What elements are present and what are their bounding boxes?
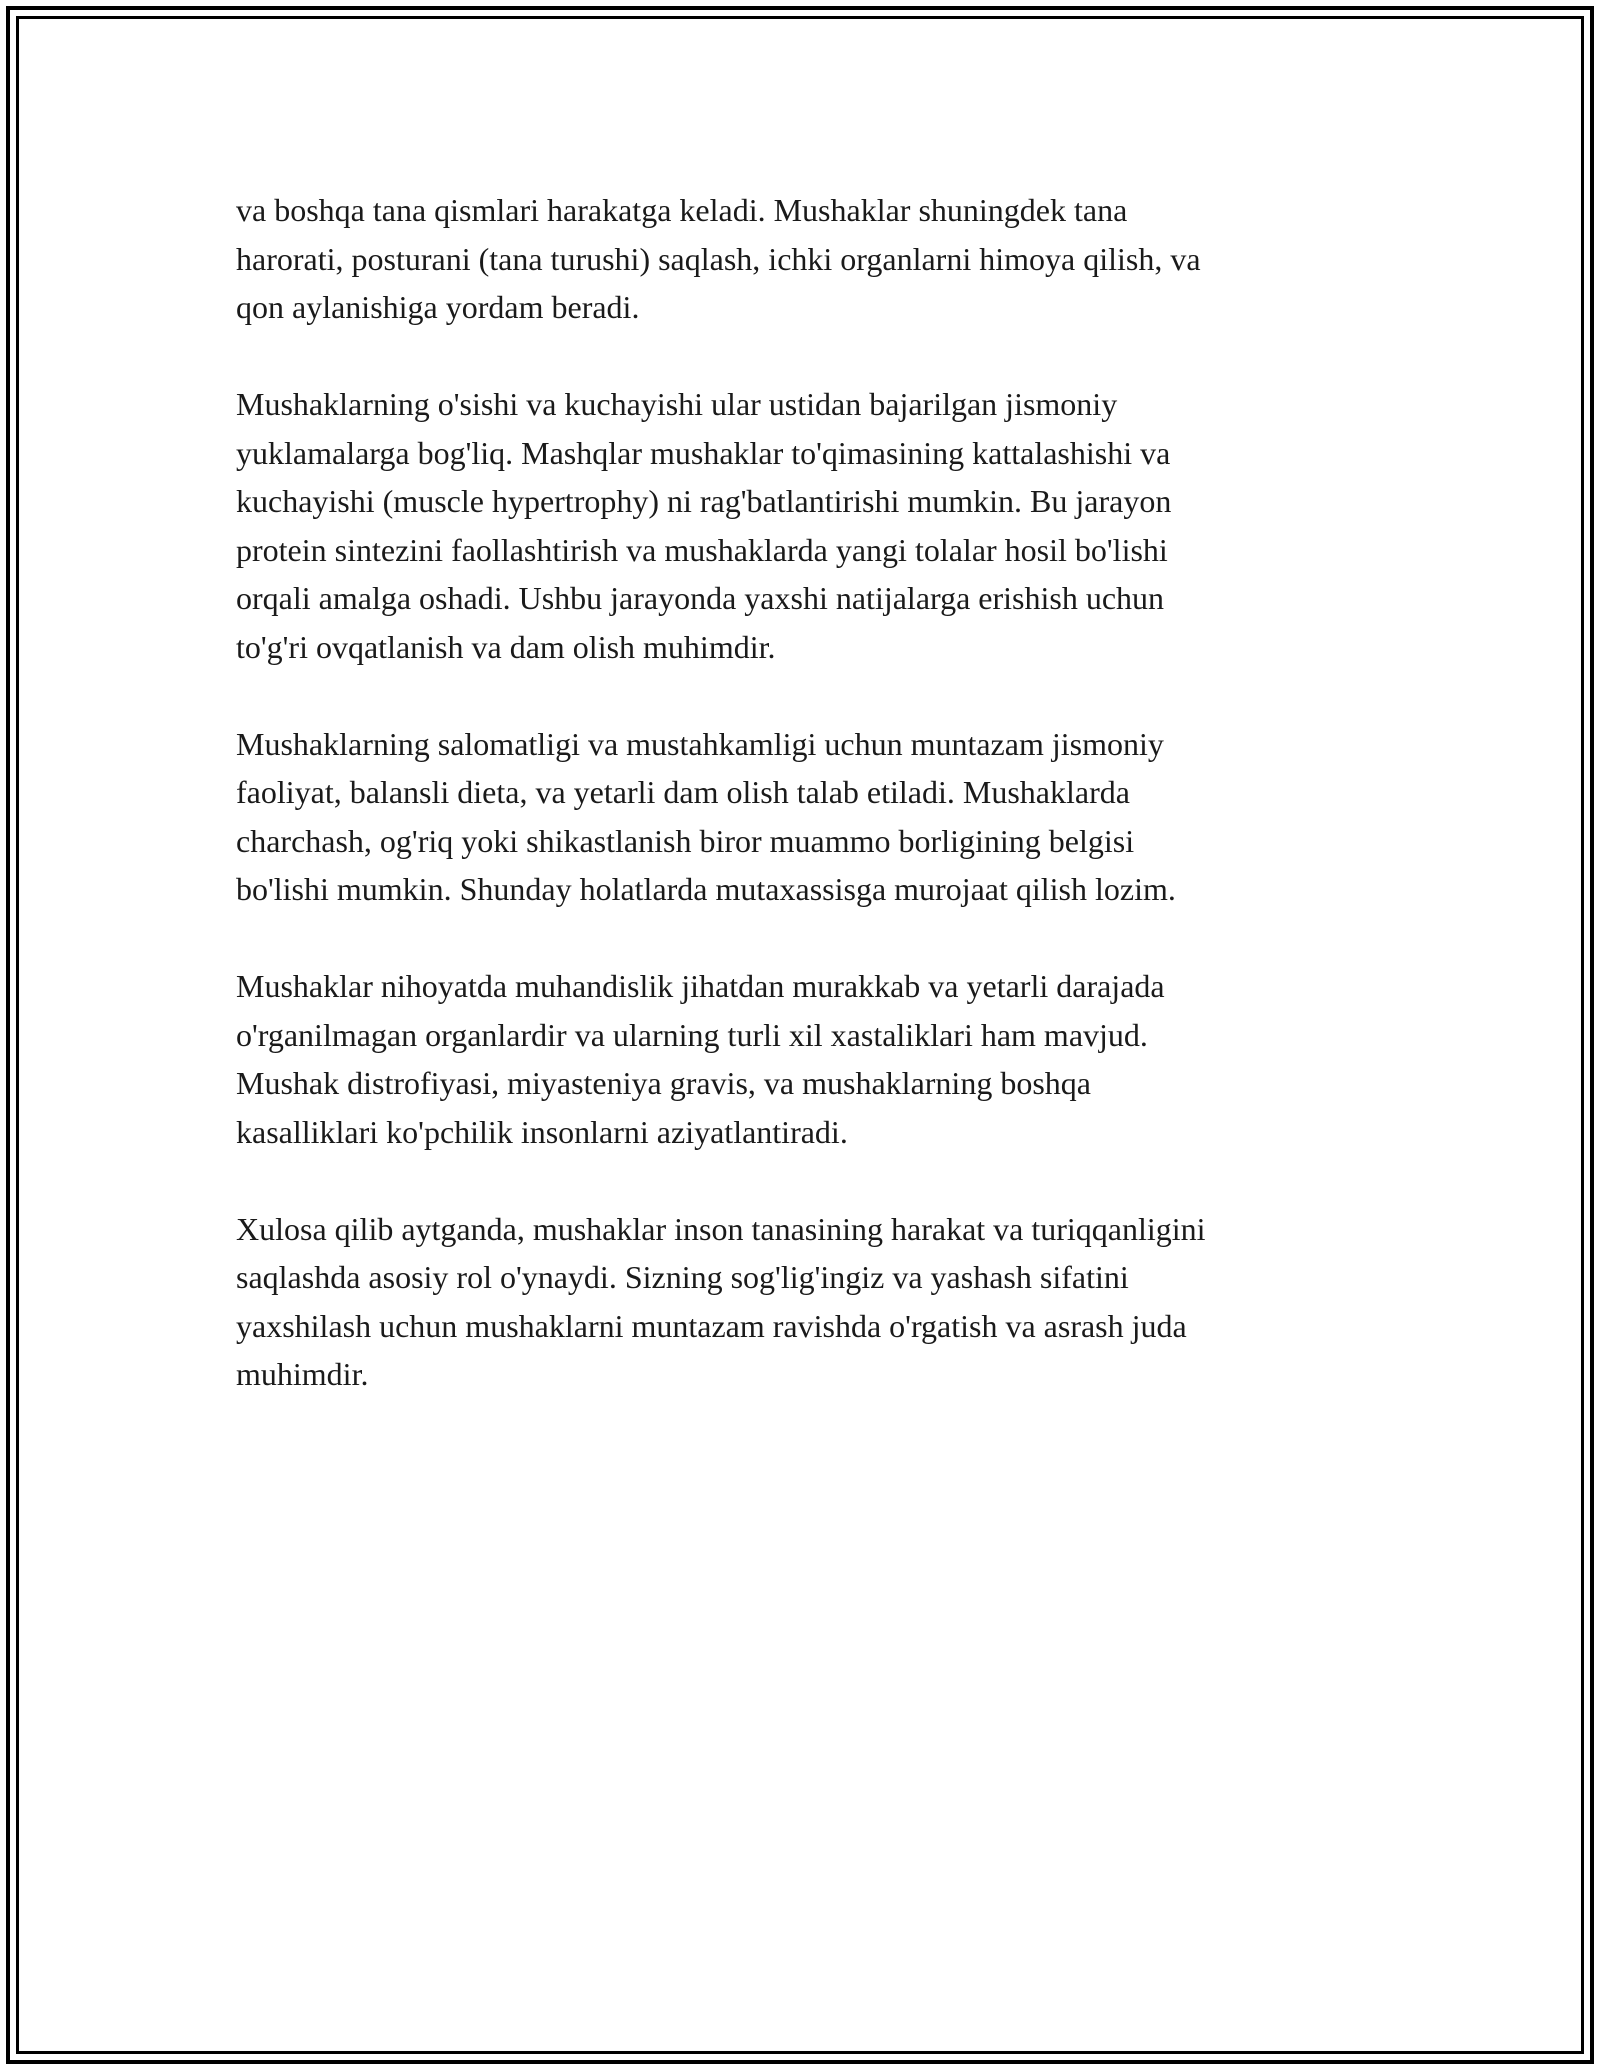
document-body xyxy=(236,186,1366,1447)
paragraph-conclusion: Xulosa qilib aytganda, mushaklar inson tanasining harakat va turiqqanligini saqlashda asosiy rol o'ynaydi. Sizning sog'lig'ingiz va yashash sifatini yaxshilash uchun mushaklarni muntazam ravishda o'rgatish va asrash juda muhimdir. xyxy=(236,1210,1206,1392)
paragraph-muscle-diseases: Mushaklar nihoyatda muhandislik jihatdan murakkab va yetarli darajada o'rganilmagan organlardir va ularning turli xil xastaliklari ham mavjud. Mushak distrofiyasi, miyasteniya gravis, va mushaklarning boshqa kasalliklari ko'pchilik insonlarni aziyatlantiradi. xyxy=(236,968,1165,1150)
paragraph-muscle-health: Mushaklarning salomatligi va mustahkamligi uchun muntazam jismoniy faoliyat, balansli dieta, va yetarli dam olish talab etiladi. Mushaklarda charchash, og'riq yoki shikastlanish biror muammo borligining belgisi bo'lishi mumkin. Shunday holatlarda mutaxassisga murojaat qilish lozim. xyxy=(236,725,1176,907)
paragraph-continuation: va boshqa tana qismlari harakatga keladi. Mushaklar shuningdek tana harorati, posturani (tana turushi) saqlash, ichki organlarni himoya qilish, va qon aylanishiga yordam beradi. xyxy=(236,192,1201,325)
paragraph-muscle-growth: Mushaklarning o'sishi va kuchayishi ular ustidan bajarilgan jismoniy yuklamalarga bog'liq. Mashqlar mushaklar to'qimasining kattalashishi va kuchayishi (muscle hypertrophy) ni rag'batlantirishi mumkin. Bu jarayon protein sintezini faollashtirish va mushaklarda yangi tolalar hosil bo'lishi orqali amalga oshadi. Ushbu jarayonda yaxshi natijalarga erishish uchun to'g'ri ovqatlanish va dam olish muhimdir. xyxy=(236,386,1172,665)
